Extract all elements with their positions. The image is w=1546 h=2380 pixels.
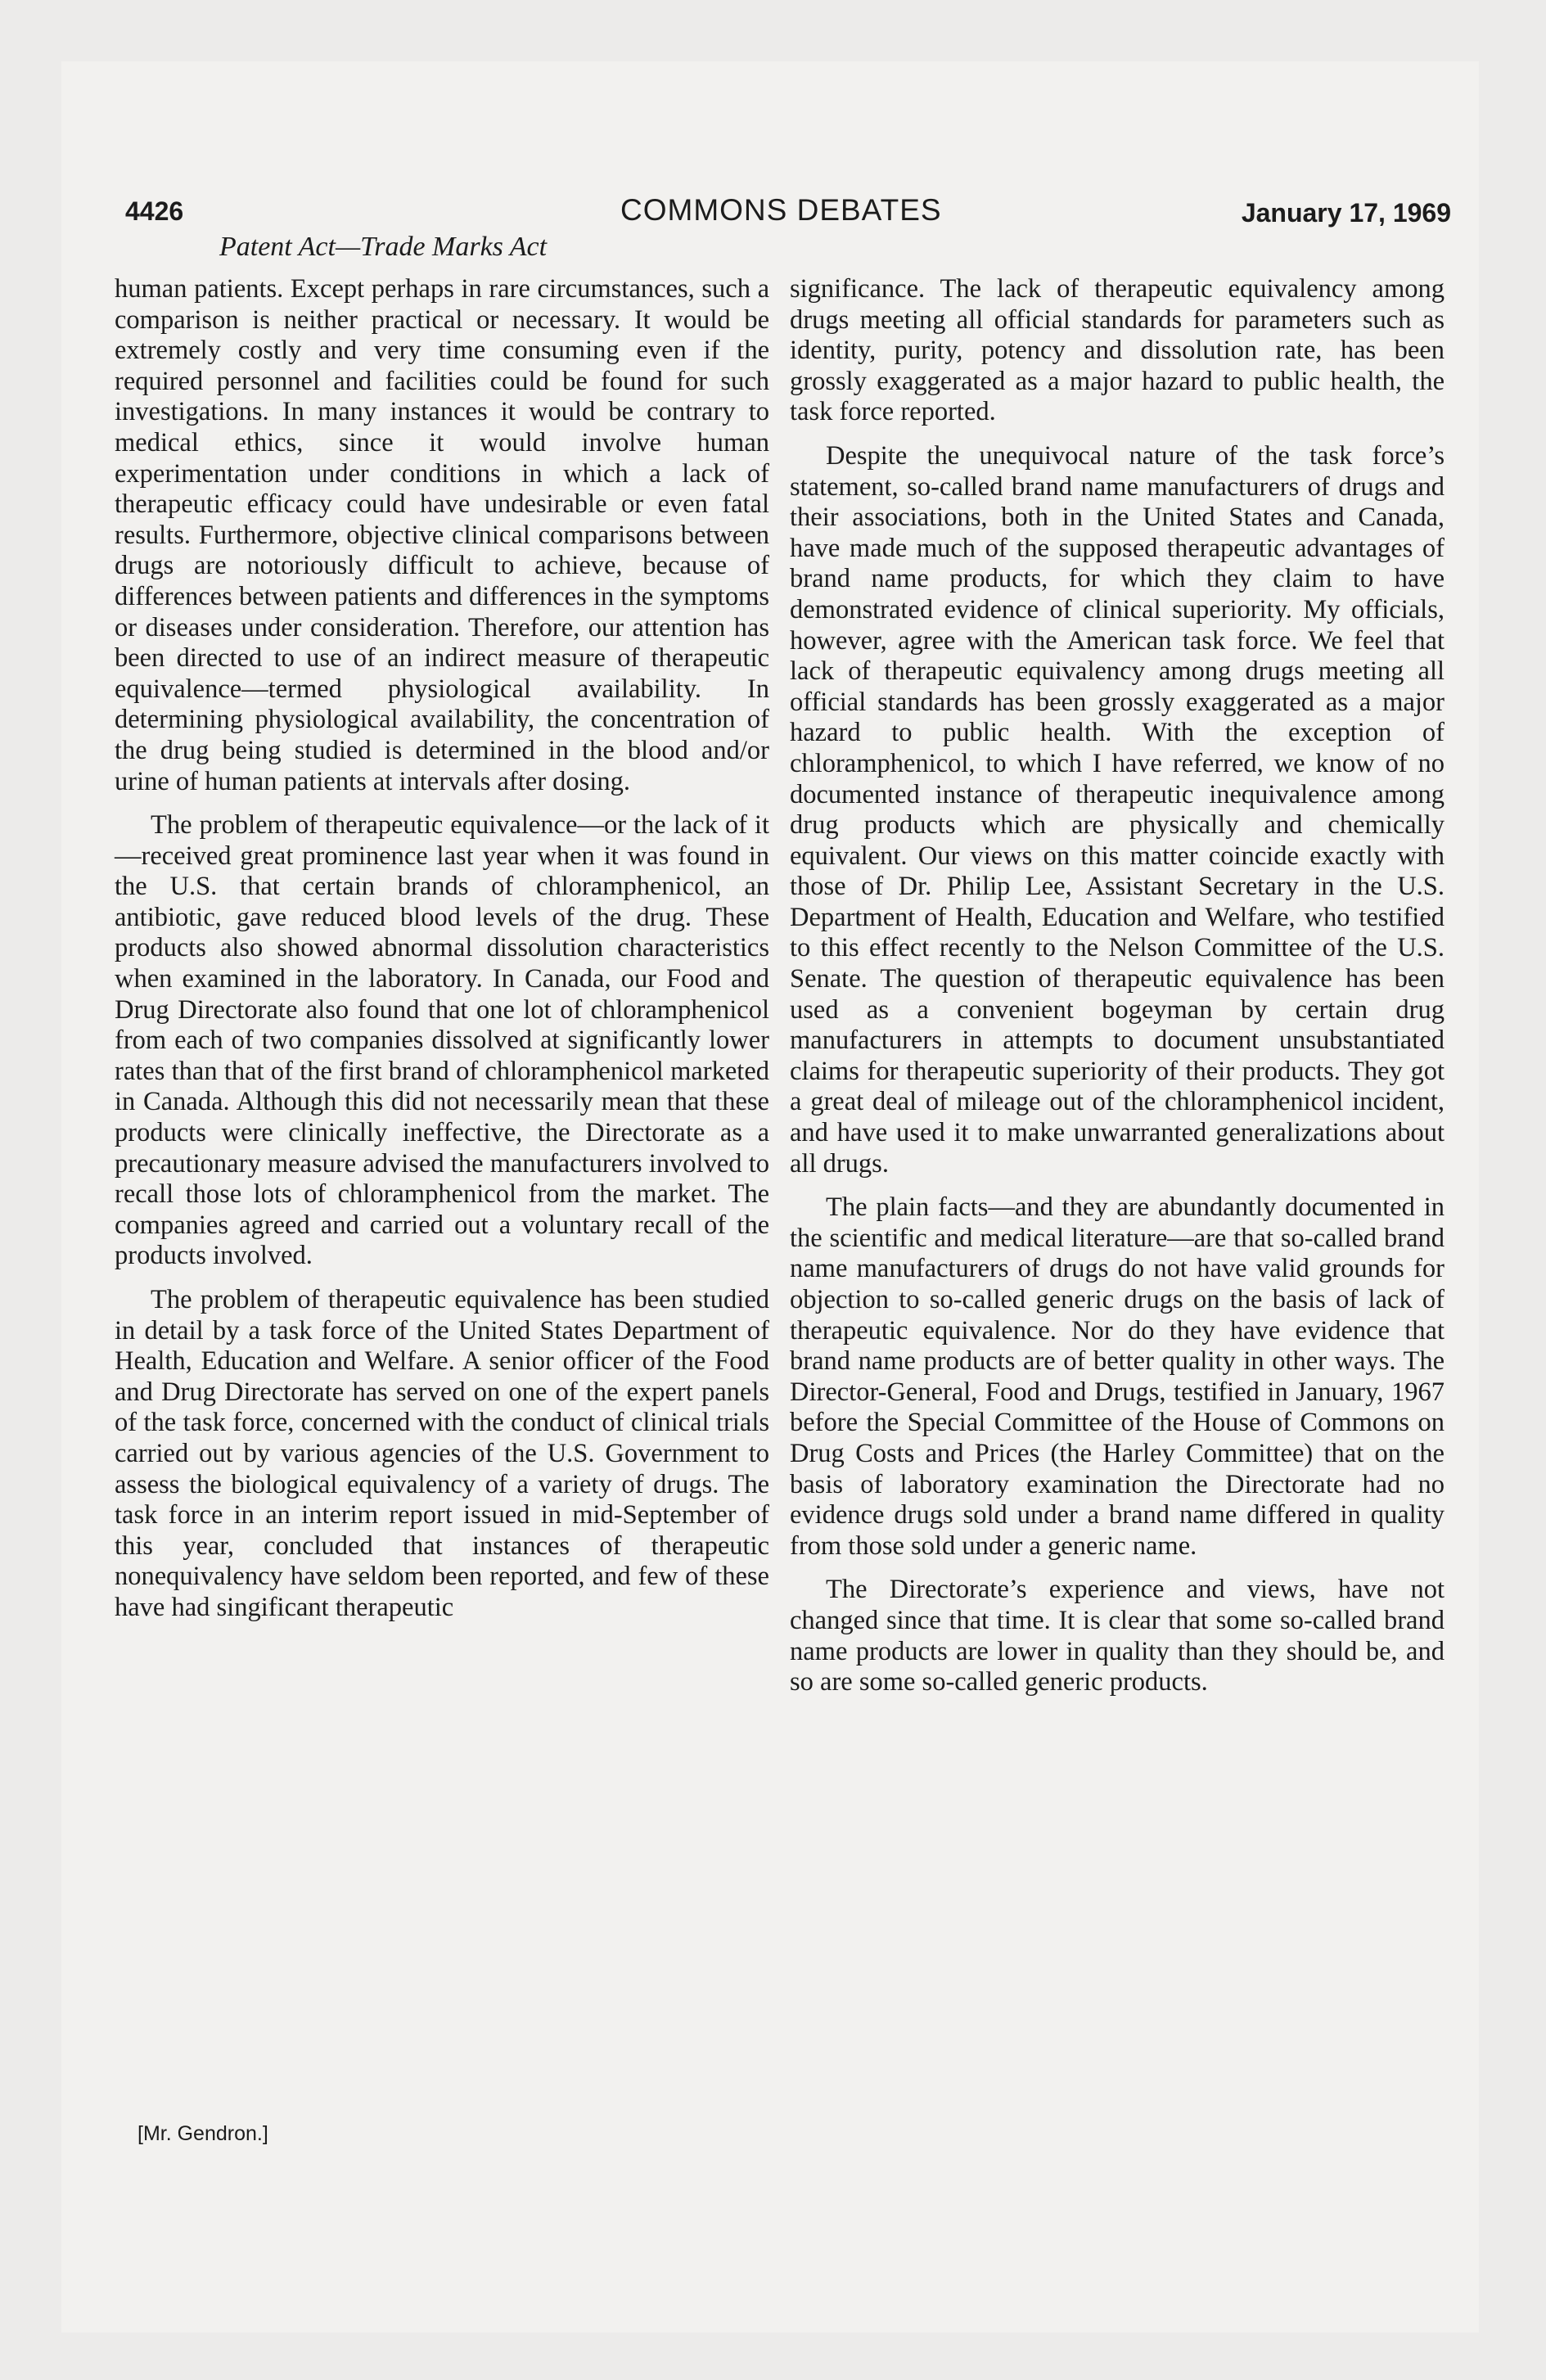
paragraph: The problem of therapeutic equivalence has been studied in detail by a task force of the United States Department of Health, Education and Welfare. A senior officer of the Food and Drug Directorate has served on one of the expert panels of the task force, concerned with the conduct of clinical trials carried out by various agencies of the U.S. Government to assess the biological equivalency of a variety of drugs. The task force in an interim report issued in mid-September of this year, concluded that instances of therapeutic nonequivalency have seldom been reported, and few of these have had singificant therapeutic	[115, 1285, 769, 1622]
paragraph: human patients. Except perhaps in rare circumstances, such a comparison is neither practical or necessary. It would be extremely costly and very time consuming even if the required personnel and facilities could be found for such investigations. In many instances it would be contrary to medical ethics, since it would involve human experimentation under conditions in which a lack of therapeutic efficacy could have undesirable or even fatal results. Furthermore, objective clinical comparisons between drugs are notoriously difficult to achieve, because of differences between patients and differences in the symptoms or diseases under consideration. Therefore, our attention has been directed to use of an indirect measure of therapeutic equivalence—termed physiological availability. In determining physiological availability, the concentration of the drug being studied is determined in the blood and/or urine of human patients at intervals after dosing.	[115, 274, 769, 796]
left-column	[115, 274, 769, 1637]
paragraph: The plain facts—and they are abundantly documented in the scientific and medical literature—are that so-called brand name manufacturers of drugs do not have valid grounds for objection to so-called generic drugs on the basis of lack of therapeutic equivalence. Nor do they have evidence that brand name products are of better quality in other ways. The Director-General, Food and Drugs, testified in January, 1967 before the Special Committee of the House of Commons on Drug Costs and Prices (the Harley Committee) that on the basis of laboratory examination the Directorate had no evidence drugs sold under a brand name differed in quality from those sold under a generic name.	[790, 1192, 1445, 1561]
paragraph: The Directorate’s experience and views, have not changed since that time. It is clear that some so-called brand name products are lower in quality than they should be, and so are some so-called generic products.	[790, 1575, 1445, 1697]
page-date: January 17, 1969	[1241, 198, 1451, 228]
paragraph: Despite the unequivocal nature of the task force’s statement, so-called brand name manufacturers of drugs and their associations, both in the United States and Canada, have made much of the supposed therapeutic advantages of brand name products, for which they claim to have demonstrated evidence of clinical superiority. My officials, however, agree with the American task force. We feel that lack of therapeutic equivalency among drugs meeting all official standards has been grossly exaggerated as a major hazard to public health. With the exception of chloramphenicol, to which I have referred, we know of no documented instance of therapeutic inequivalence among drug products which are physically and chemically equivalent. Our views on this matter coincide exactly with those of Dr. Philip Lee, Assistant Secretary in the U.S. Department of Health, Education and Welfare, who testified to this effect recently to the Nelson Committee of the U.S. Senate. The question of therapeutic equivalence has been used as a convenient bogeyman by certain drug manufacturers in attempts to document unsubstantiated claims for therapeutic superiority of their products. They got a great deal of mileage out of the chloramphenicol incident, and have used it to make unwarranted generalizations about all drugs.	[790, 440, 1445, 1179]
right-column	[790, 274, 1445, 1711]
speaker-note: [Mr. Gendron.]	[137, 2122, 268, 2145]
publication-title: COMMONS DEBATES	[620, 193, 942, 227]
page-number: 4426	[125, 196, 184, 226]
paragraph: significance. The lack of therapeutic equivalency among drugs meeting all official standards for parameters such as identity, purity, potency and dissolution rate, has been grossly exaggerated as a major hazard to public health, the task force reported.	[790, 274, 1445, 427]
paragraph: The problem of therapeutic equivalence—or the lack of it—received great prominence last year when it was found in the U.S. that certain brands of chloramphenicol, an antibiotic, gave reduced blood levels of the drug. These products also showed abnormal dissolution characteristics when examined in the laboratory. In Canada, our Food and Drug Directorate also found that one lot of chloramphenicol from each of two companies dissolved at significantly lower rates than that of the first brand of chloramphenicol marketed in Canada. Although this did not necessarily mean that these products were clinically ineffective, the Directorate as a precautionary measure advised the manufacturers involved to recall those lots of chloramphenicol from the market. The companies agreed and carried out a voluntary recall of the products involved.	[115, 810, 769, 1271]
running-head: Patent Act—Trade Marks Act	[219, 232, 548, 262]
